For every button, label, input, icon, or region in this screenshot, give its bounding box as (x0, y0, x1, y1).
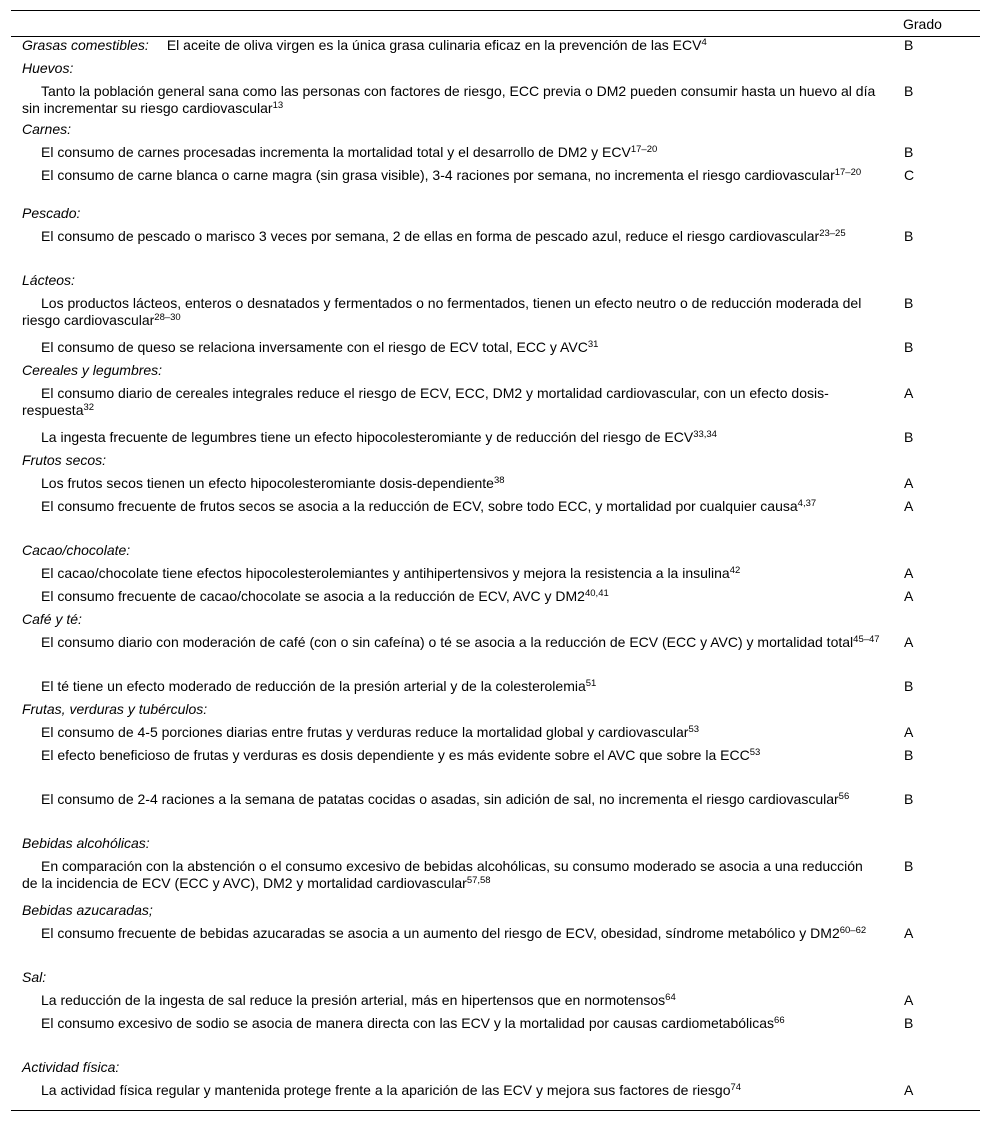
category-row (11, 835, 980, 858)
row-text (11, 588, 882, 605)
row-text (11, 1059, 882, 1076)
table-header (11, 11, 980, 36)
category-label: Frutos secos: (22, 452, 107, 468)
grade-value: A (904, 634, 914, 650)
row-text (11, 1015, 882, 1032)
row-text (11, 429, 882, 446)
grade-value: A (904, 724, 914, 740)
category-row (11, 701, 980, 724)
row-text (11, 992, 882, 1009)
recommendation-text: La ingesta frecuente de legumbres tiene un efecto hipocolesteromiante y de reducción del riesgo de ECV (41, 429, 694, 445)
recommendation-row (11, 475, 980, 498)
grade-value: B (904, 83, 914, 99)
recommendation-row (11, 992, 980, 1015)
recommendation-text: El té tiene un efecto moderado de reducción de la presión arterial y de la colesterolemia (41, 678, 586, 694)
grade-value: B (904, 678, 914, 694)
recommendation-row (11, 144, 980, 167)
row-text (11, 791, 882, 808)
grade-value: A (904, 565, 914, 581)
reference-superscript: 40,41 (584, 588, 609, 599)
recommendation-text: El consumo de carnes procesadas incrementa la mortalidad total y el desarrollo de DM2 y ECV (41, 144, 631, 160)
recommendation-row (11, 634, 980, 678)
recommendation-text: Los frutos secos tienen un efecto hipocolesteromiante dosis-dependiente (41, 475, 494, 491)
row-text (11, 205, 882, 222)
recommendation-row (11, 1082, 980, 1110)
row-text (11, 969, 882, 986)
grade-value: B (904, 429, 914, 445)
reference-superscript: 60–62 (839, 925, 867, 936)
reference-superscript: 57,58 (466, 875, 491, 886)
row-text (11, 121, 882, 138)
category-label: Huevos: (22, 60, 74, 76)
grade-value: A (904, 588, 914, 604)
recommendation-text: La reducción de la ingesta de sal reduce la presión arterial, más en hipertensos que en normotensos (41, 992, 666, 1008)
recommendation-text: El consumo frecuente de frutos secos se asocia a la reducción de ECV, sobre todo ECC, y mortalidad por cualquier causa (41, 498, 798, 514)
recommendation-text: El consumo de 4-5 porciones diarias entre frutas y verduras reduce la mortalidad global y cardiovascular (41, 724, 689, 740)
category-label: Bebidas alcohólicas: (22, 835, 150, 851)
recommendation-row (11, 1015, 980, 1059)
row-text (11, 83, 882, 117)
category-label: Frutas, verduras y tubérculos: (22, 701, 208, 717)
row-text (11, 565, 882, 582)
row-text (11, 1082, 882, 1099)
row-text (11, 498, 882, 515)
grade-value: A (904, 475, 914, 491)
row-text (11, 362, 882, 379)
reference-superscript: 4 (701, 37, 707, 48)
grade-value: B (904, 295, 914, 311)
table-body (11, 37, 980, 1110)
reference-superscript: 51 (585, 678, 597, 689)
category-label: Pescado: (22, 205, 81, 221)
recommendation-row (11, 37, 980, 60)
recommendation-text: El efecto beneficioso de frutas y verduras es dosis dependiente y es más evidente sobre el AVC que sobre la ECC (41, 747, 750, 763)
grade-value: B (904, 791, 914, 807)
row-text (11, 678, 882, 695)
reference-superscript: 17–20 (834, 167, 862, 178)
category-row (11, 542, 980, 565)
row-text (11, 701, 882, 718)
grade-value: B (904, 228, 914, 244)
row-text (11, 925, 882, 942)
recommendation-row (11, 791, 980, 835)
reference-superscript: 28–30 (154, 312, 181, 323)
row-text (11, 835, 882, 852)
reference-superscript: 23–25 (819, 228, 846, 239)
row-text (11, 385, 882, 419)
recommendation-row (11, 83, 980, 121)
category-label: Bebidas azucaradas; (22, 902, 153, 918)
reference-superscript: 64 (665, 992, 676, 1003)
grade-column-header: Grado (903, 16, 942, 32)
category-row (11, 205, 980, 228)
grade-value: B (904, 339, 914, 355)
recommendation-text: El consumo de carne blanca o carne magra (sin grasa visible), 3-4 raciones por semana, no incrementa el riesgo cardiovascular (41, 167, 835, 183)
category-label: Cereales y legumbres: (22, 362, 163, 378)
grade-value: B (904, 747, 914, 763)
recommendation-text: En comparación con la abstención o el consumo excesivo de bebidas alcohólicas, su consumo moderado se asocia a una reducción de la incidencia de ECV (ECC y AVC), DM2 y mortalidad cardiovascular (22, 858, 863, 891)
reference-superscript: 32 (83, 402, 95, 413)
row-text (11, 475, 882, 492)
category-row (11, 902, 980, 925)
recommendation-text: El consumo de queso se relaciona inversamente con el riesgo de ECV total, ECC y AVC (41, 339, 588, 355)
recommendation-row (11, 167, 980, 205)
category-label: Café y té: (22, 611, 82, 627)
row-text (11, 858, 882, 892)
row-text (11, 339, 882, 356)
row-text (11, 634, 882, 651)
recommendation-text: Los productos lácteos, enteros o desnatados y fermentados o no fermentados, tienen un efecto neutro o de reducción moderada del riesgo cardiovascular (22, 295, 862, 328)
row-text (11, 167, 882, 184)
recommendation-row (11, 747, 980, 791)
recommendation-text: El consumo excesivo de sodio se asocia de manera directa con las ECV y la mortalidad por causas cardiometabólicas (41, 1015, 775, 1031)
grade-value: A (904, 385, 914, 401)
recommendation-text: El consumo diario de cereales integrales reduce el riesgo de ECV, ECC, DM2 y mortalidad cardiovascular, con un efecto dosis-respuesta (22, 385, 829, 418)
grade-value: C (904, 167, 915, 183)
recommendation-text: El cacao/chocolate tiene efectos hipocolesterolemiantes y antihipertensivos y mejora la resistencia a la insulina (41, 565, 730, 581)
category-row (11, 362, 980, 385)
grade-value: A (904, 1082, 914, 1098)
recommendation-row (11, 498, 980, 542)
grade-value: B (904, 1015, 914, 1031)
reference-superscript: 74 (730, 1082, 742, 1093)
row-text (11, 902, 882, 919)
category-label: Sal: (22, 969, 47, 985)
recommendation-text: El consumo de 2-4 raciones a la semana de patatas cocidas o asadas, sin adición de sal, no incrementa el riesgo cardiovascular (41, 791, 839, 807)
recommendation-row (11, 339, 980, 362)
recommendation-text: El consumo frecuente de bebidas azucaradas se asocia a un aumento del riesgo de ECV, obesidad, síndrome metabólico y DM2 (41, 925, 840, 941)
reference-superscript: 38 (493, 475, 505, 486)
recommendation-row (11, 429, 980, 452)
row-text (11, 144, 882, 161)
recommendation-row (11, 295, 980, 339)
recommendation-text: El aceite de oliva virgen es la única grasa culinaria eficaz en la prevención de las ECV (166, 37, 702, 53)
grade-value: A (904, 925, 914, 941)
grade-value: B (904, 144, 914, 160)
category-label: Cacao/chocolate: (22, 542, 131, 558)
grade-value: B (904, 37, 914, 53)
row-text (11, 37, 882, 54)
reference-superscript: 56 (838, 791, 850, 802)
recommendation-text: Tanto la población general sana como las personas con factores de riesgo, ECC previa o DM2 pueden consumir hasta un huevo al día sin incrementar su riesgo cardiovascular (22, 83, 876, 116)
row-text (11, 724, 882, 741)
category-label: Actividad física: (22, 1059, 120, 1075)
reference-superscript: 4,37 (797, 498, 817, 509)
category-row (11, 452, 980, 475)
category-row (11, 272, 980, 295)
grade-value: A (904, 498, 914, 514)
recommendation-text: El consumo diario con moderación de café (con o sin cafeína) o té se asocia a la reducción de ECV (ECC y AVC) y mortalidad total (41, 634, 854, 650)
reference-superscript: 45–47 (853, 634, 880, 645)
row-text (11, 747, 882, 764)
recommendation-text: La actividad física regular y mantenida protege frente a la aparición de las ECV y mejora sus factores de riesgo (41, 1082, 731, 1098)
row-text (11, 611, 882, 628)
bottom-rule (11, 1110, 980, 1111)
recommendation-row (11, 228, 980, 272)
category-label: Carnes: (22, 121, 72, 137)
recommendation-text: El consumo de pescado o marisco 3 veces por semana, 2 de ellas en forma de pescado azul, reduce el riesgo cardiovascular (41, 228, 820, 244)
category-label: Lácteos: (22, 272, 75, 288)
recommendation-row (11, 588, 980, 611)
row-text (11, 272, 882, 289)
reference-superscript: 33,34 (693, 429, 717, 440)
reference-superscript: 13 (272, 100, 284, 111)
grade-value: B (904, 858, 914, 874)
row-text (11, 452, 882, 469)
recommendation-row (11, 565, 980, 588)
recommendations-table (11, 10, 980, 1111)
reference-superscript: 42 (729, 565, 741, 576)
recommendation-row (11, 724, 980, 747)
category-row (11, 121, 980, 144)
category-row (11, 969, 980, 992)
row-text (11, 295, 882, 329)
row-text (11, 228, 882, 245)
recommendation-row (11, 678, 980, 701)
row-text (11, 60, 882, 77)
category-row (11, 1059, 980, 1082)
category-row (11, 60, 980, 83)
recommendation-row (11, 385, 980, 429)
category-label: Grasas comestibles: (22, 37, 149, 53)
grade-value: A (904, 992, 914, 1008)
recommendation-row (11, 925, 980, 969)
reference-superscript: 53 (749, 747, 761, 758)
reference-superscript: 17–20 (630, 144, 658, 155)
reference-superscript: 53 (688, 724, 700, 735)
reference-superscript: 31 (587, 339, 599, 350)
recommendation-text: El consumo frecuente de cacao/chocolate se asocia a la reducción de ECV, AVC y DM2 (41, 588, 585, 604)
category-row (11, 611, 980, 634)
reference-superscript: 66 (774, 1015, 785, 1026)
row-text (11, 542, 882, 559)
recommendation-row (11, 858, 980, 902)
